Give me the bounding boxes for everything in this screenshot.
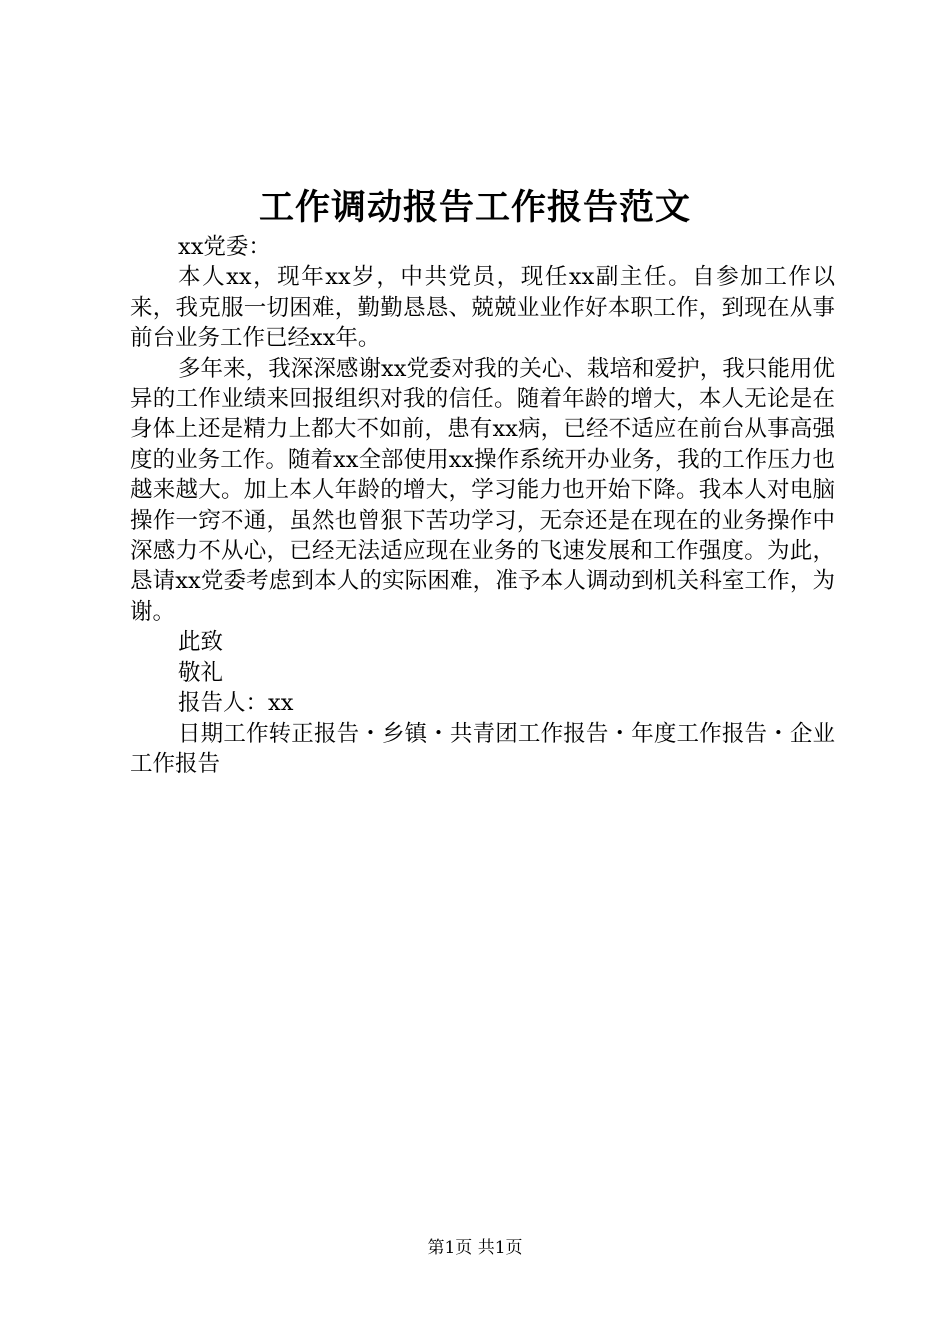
closing-cizhi: 此致 xyxy=(178,629,224,656)
signature: 报告人：xx xyxy=(178,690,294,717)
page-number-footer: 第1页 共1页 xyxy=(427,1238,523,1258)
paragraph-intro: 本人xx，现年xx岁，中共党员，现任xx副主任。自参加工作以来，我克服一切困难，勤勤恳恳、兢兢业业作好本职工作，到现在从事前台业务工作已经xx年。 xyxy=(130,264,835,352)
document-title: 工作调动报告工作报告范文 xyxy=(258,187,691,228)
closing-jingli: 敬礼 xyxy=(178,659,224,686)
document-body xyxy=(130,232,835,779)
paragraph-request: 多年来，我深深感谢xx党委对我的关心、栽培和爱护，我只能用优异的工作业绩来回报组织对我的信任。随着年龄的增大，本人无论是在身体上还是精力上都大不如前，患有xx病，已经不适应在前台从事高强度的业务工作。随着xx全部使用xx操作系统开办业务，我的工作压力也越来越大。加上本人年龄的增大，学习能力也开始下降。我本人对电脑操作一窍不通，虽然也曾狠下苦功学习，无奈还是在现在的业务操作中深感力不从心，已经无法适应现在业务的飞速发展和工作强度。为此，恳请xx党委考虑到本人的实际困难，准予本人调动到机关科室工作，为谢。 xyxy=(130,355,835,625)
related-reports-line: 日期工作转正报告・乡镇・共青团工作报告・年度工作报告・企业工作报告 xyxy=(130,720,835,777)
salutation: xx党委： xyxy=(178,234,271,260)
